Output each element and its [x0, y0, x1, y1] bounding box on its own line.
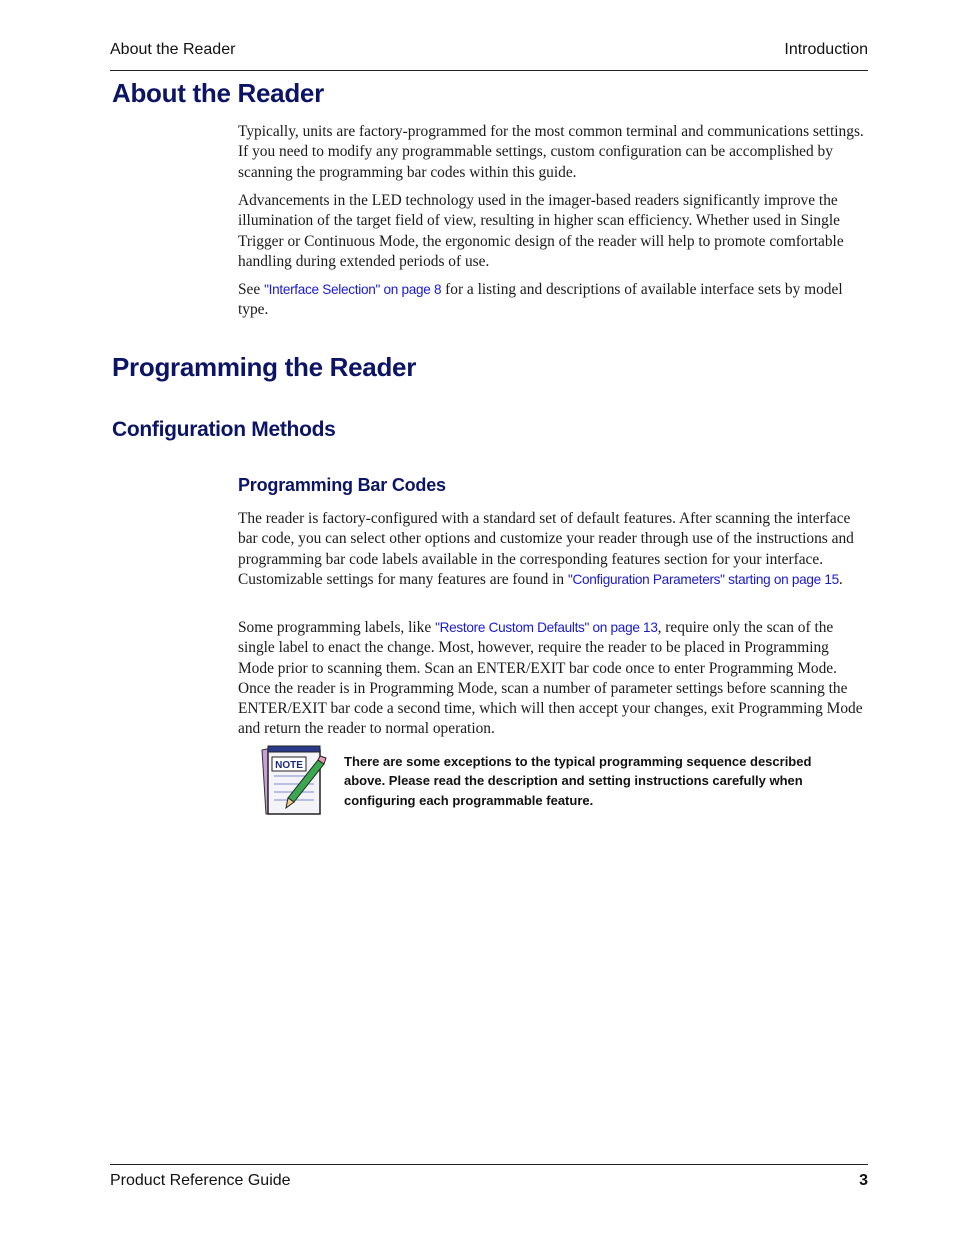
about-paragraph-2: Advancements in the LED technology used in the imager-based readers significantly improve the illumination of the target field of view, resulting in higher scan efficiency. Whether used in Single Trigger or Continuous Mode, the ergonomic design of the reader will help to promote comfortable handling during extended periods of use.	[238, 192, 844, 270]
header-section-title: About the Reader	[110, 41, 236, 58]
text: See	[238, 281, 265, 298]
header-chapter-title: Introduction	[784, 41, 868, 58]
text: The reader is factory-configured with a standard set of default features. After scanning the interface bar code, you can select other options and customize your reader through use of the instructions and programming bar code labels available in the corresponding features section for your interface. Customizable settings for many features are found in	[238, 510, 854, 588]
configuration-parameters-link[interactable]: "Configuration Parameters" starting on page 15	[567, 571, 839, 587]
about-paragraph-3	[238, 280, 868, 321]
text: .	[838, 570, 843, 588]
page-header	[110, 40, 868, 71]
restore-custom-defaults-link[interactable]: "Restore Custom Defaults" on page 13	[435, 620, 658, 635]
barcodes-paragraph-1	[238, 509, 868, 590]
interface-selection-link[interactable]: "Interface Selection" on page 8	[264, 282, 442, 297]
note-text: There are some exceptions to the typical programming sequence described above. Please read the description and setting instructions carefully when configuring each programmable feature.	[344, 754, 812, 808]
page-number: 3	[859, 1172, 868, 1189]
footer-guide-title: Product Reference Guide	[110, 1172, 291, 1189]
text: , require only the scan of the single label to enact the change. Most, however, require the reader to be placed in Programming Mode prior to scanning them. Scan an ENTER/EXIT bar code once to enter Programming Mode. Once the reader is in Programming Mode, scan a number of parameter settings before scanning the ENTER/EXIT bar code a second time, which will then accept your changes, exit Programming Mode and return the reader to normal operation.	[238, 619, 863, 738]
barcodes-paragraph-2	[238, 618, 868, 740]
heading-configuration-methods: Configuration Methods	[112, 418, 336, 441]
heading-programming-bar-codes: Programming Bar Codes	[238, 475, 446, 495]
note-icon	[258, 744, 328, 816]
page-footer	[110, 1164, 868, 1189]
heading-about-the-reader: About the Reader	[112, 78, 324, 108]
heading-programming-the-reader: Programming the Reader	[112, 352, 417, 382]
text: Some programming labels, like	[238, 619, 436, 636]
about-paragraph-1: Typically, units are factory-programmed for the most common terminal and communications settings. If you need to modify any programmable settings, custom configuration can be accomplished by scanning the programming bar codes within this guide.	[238, 123, 864, 181]
text: for a listing and descriptions of available interface sets by model type.	[238, 281, 843, 319]
note-icon-label: NOTE	[275, 760, 303, 771]
